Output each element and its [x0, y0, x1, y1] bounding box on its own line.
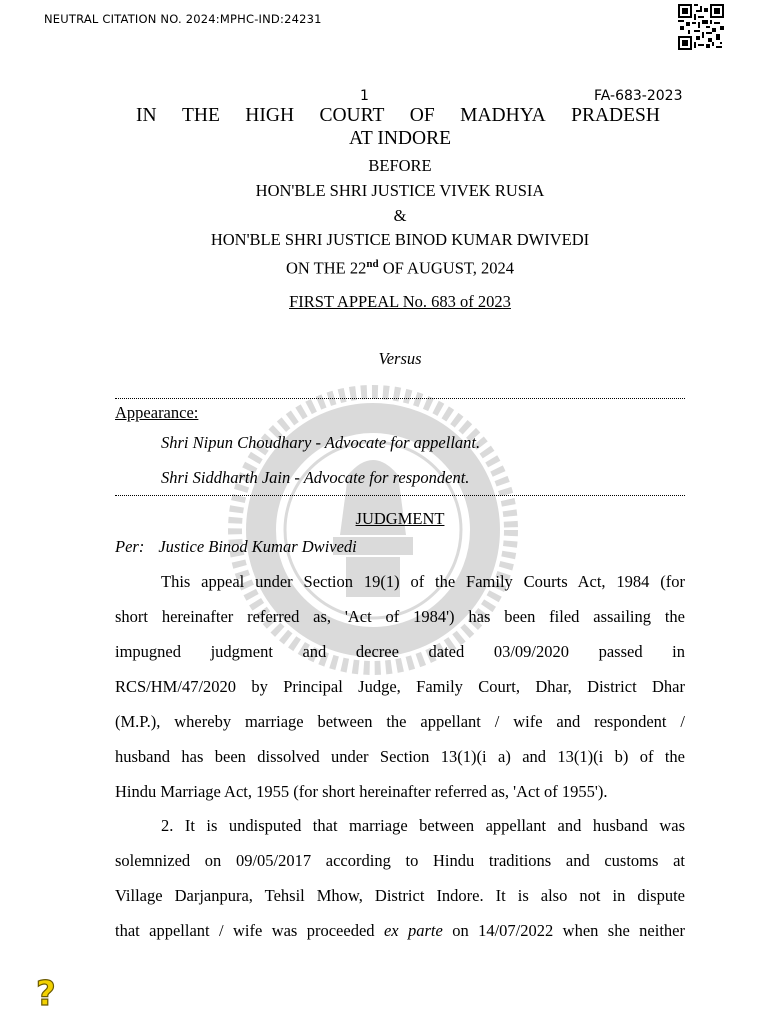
- text-line: short hereinafter referred as, 'Act of 1984') has been filed assailing the: [115, 607, 685, 626]
- date-ordinal: nd: [366, 258, 379, 270]
- bench-location: AT INDORE: [348, 128, 451, 149]
- neutral-citation: NEUTRAL CITATION NO. 2024:MPHC-IND:24231: [44, 12, 322, 26]
- justice-1: HON'BLE SHRI JUSTICE VIVEK RUSIA: [255, 181, 545, 200]
- court-word: OF: [409, 105, 435, 126]
- text-line: 2. It is undisputed that marriage between appellant and husband was: [161, 816, 685, 835]
- ampersand: &: [393, 206, 407, 225]
- date-suffix: OF AUGUST, 2024: [378, 258, 514, 278]
- court-word: MADHYA: [460, 105, 546, 126]
- court-name: [136, 105, 660, 127]
- page-number: 1: [360, 88, 369, 104]
- text-line: husband has been dissolved under Section 13(1)(i a) and 13(1)(i b) of the: [115, 747, 685, 766]
- qr-code-icon: [678, 4, 724, 50]
- text-line: RCS/HM/47/2020 by Principal Judge, Family Court, Dhar, District Dhar: [115, 677, 685, 696]
- judgment-title: JUDGMENT: [355, 509, 445, 528]
- court-word: HIGH: [245, 105, 295, 126]
- appeal-title: [0, 292, 768, 312]
- text-line: Village Darjanpura, Tehsil Mhow, District Indore. It is also not in dispute: [115, 886, 685, 905]
- appeal-number: FIRST APPEAL No. 683 of 2023: [289, 292, 511, 311]
- text-line: impugned judgment and decree dated 03/09/2020 passed in: [115, 642, 685, 661]
- respondent-counsel: Shri Siddharth Jain - Advocate for respondent.: [161, 468, 470, 487]
- help-icon[interactable]: ?: [36, 974, 56, 1014]
- court-word: IN: [136, 105, 157, 126]
- text-italic: ex parte: [383, 921, 443, 940]
- paragraph-2: [115, 808, 685, 948]
- versus-label: Versus: [378, 349, 422, 368]
- text-line: [115, 913, 685, 948]
- text-line: solemnized on 09/05/2017 according to Hindu traditions and customs at: [115, 851, 685, 870]
- court-word: COURT: [319, 105, 385, 126]
- justice-2: HON'BLE SHRI JUSTICE BINOD KUMAR DWIVEDI: [210, 230, 590, 249]
- text-segment: on 14/07/2022 when she neither: [442, 921, 685, 940]
- before-label: BEFORE: [368, 156, 432, 175]
- text-line: This appeal under Section 19(1) of the Family Courts Act, 1984 (for: [161, 572, 685, 591]
- case-number: FA-683-2023: [594, 88, 683, 104]
- appearance-heading: Appearance:: [115, 403, 199, 422]
- court-word: PRADESH: [571, 105, 660, 126]
- appellant-counsel: Shri Nipun Choudhary - Advocate for appellant.: [161, 433, 481, 452]
- paragraph-1: [115, 564, 685, 809]
- separator-line: [115, 398, 685, 399]
- per-label: Per:: [115, 537, 145, 556]
- per-judge: Justice Binod Kumar Dwivedi: [158, 537, 357, 556]
- court-word: THE: [181, 105, 220, 126]
- hearing-date: [0, 258, 768, 279]
- text-line: Hindu Marriage Act, 1955 (for short hereinafter referred as, 'Act of 1955').: [115, 782, 608, 801]
- judgment-heading: [0, 509, 768, 529]
- date-prefix: ON THE 22: [286, 258, 367, 278]
- text-line: (M.P.), whereby marriage between the appellant / wife and respondent /: [115, 712, 685, 731]
- text-segment: that appellant / wife was proceeded: [115, 921, 384, 940]
- per-line: [115, 537, 357, 557]
- separator-line: [115, 495, 685, 496]
